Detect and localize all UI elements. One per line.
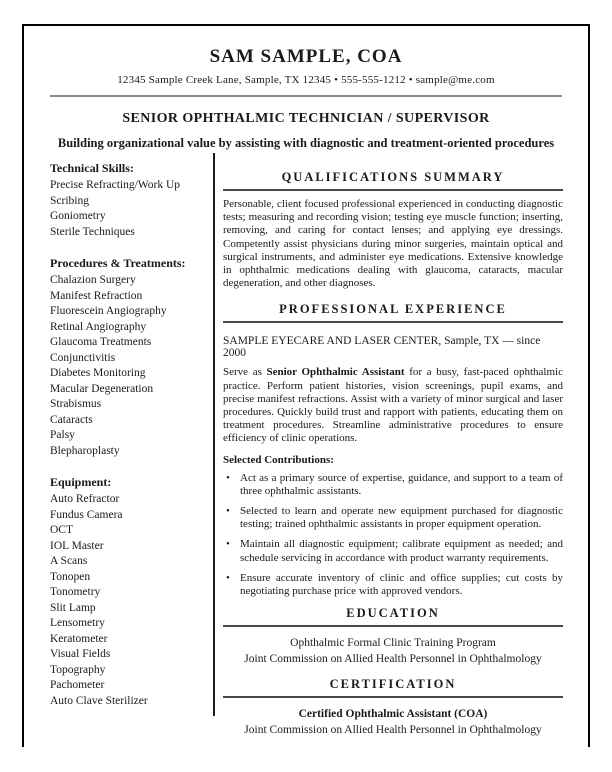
column-divider [213,153,215,716]
sidebar-item: Lensometry [50,617,105,629]
main-column [223,170,563,738]
contributions-heading: Selected Contributions: [223,453,334,466]
sidebar-section-heading: Technical Skills: [50,161,134,175]
qualifications-body: Personable, client focused professional experienced in conducting diagnostic tests; measuring and recording vision; testing eye muscle function; inserting, removing, and caring for contact lenses; and applying eye dressings. Competently assist physicians during minor surgeries, maintain optical and surgical instruments, and administer eye medications. Extensive knowledge in ophthalmic medications dealing with glaucoma, cataracts, macular degeneration, and other diagnoses. [223,198,563,290]
education-lines [223,636,563,667]
qualifications-heading: QUALIFICATIONS SUMMARY [281,170,505,184]
sidebar-section-procedures [50,256,208,459]
sidebar-item: Fluorescein Angiography [50,305,167,317]
employer-line: SAMPLE EYECARE AND LASER CENTER, Sample, TX — since 2000 [223,335,541,360]
equipment-list [50,492,208,709]
section-qualifications [223,170,563,290]
sidebar-item: Sterile Techniques [50,225,135,238]
sidebar-item: Glaucoma Treatments [50,336,152,348]
sidebar-section-heading: Procedures & Treatments: [50,256,186,270]
section-education [223,606,563,667]
sidebar-item: Retinal Angiography [50,320,147,333]
sidebar-item: Goniometry [50,210,106,222]
sidebar-section-heading: Equipment: [50,475,112,489]
certification-org: Joint Commission on Allied Health Personnel in Ophthalmology [244,723,542,736]
education-line: Ophthalmic Formal Clinic Training Program [290,637,496,650]
sidebar-item: Diabetes Monitoring [50,367,146,379]
contribution-bullet: • Ensure accurate inventory of clinic and office supplies; cut costs by negotiating purchase price with approved vendors. [223,572,563,598]
sidebar-item: Macular Degeneration [50,382,154,395]
certification-lines [223,707,563,738]
sidebar-item: Visual Fields [50,648,111,660]
header-rule [50,95,562,97]
page-header [24,26,588,151]
contribution-bullet: • Maintain all diagnostic equipment; calibrate equipment as needed; and schedule servicing in accordance with product warranty requirements. [223,538,563,564]
sidebar-item: A Scans [50,555,88,567]
resume-title: SENIOR OPHTHALMIC TECHNICIAN / SUPERVISOR [122,111,490,126]
section-heading-rule [223,625,563,627]
sidebar-item: Auto Refractor [50,493,120,505]
role-description: for a busy, fast-paced ophthalmic practice. Perform patient histories, vision screenings, pupil exams, and precise manifest refractions. Assist with a variety of minor surgical and laser procedures. Quickly build trust and rapport with patients, educating them on treatment procedures. Streamline administrative procedures to ensure efficiency of clinic operations. [223,366,563,445]
role-title-bold: Senior Ophthalmic Assistant [266,366,405,379]
section-certification [223,677,563,738]
sidebar-item: Strabismus [50,398,102,410]
section-heading-rule [223,189,563,191]
sidebar-section-equipment [50,475,208,709]
sidebar-section-technical-skills [50,161,208,240]
technical-skills-list [50,178,208,240]
certification-name: Certified Ophthalmic Assistant (COA) [298,708,488,721]
sidebar-item: Tonopen [50,570,91,583]
education-line: Joint Commission on Allied Health Personnel in Ophthalmology [244,652,542,665]
contributions-list [223,472,563,599]
sidebar-item: Scribing [50,194,89,207]
person-name: SAM SAMPLE, COA [209,46,403,67]
sidebar-item: Blepharoplasty [50,444,120,457]
sidebar-item: Conjunctivitis [50,351,116,364]
sidebar-item: Pachometer [50,679,105,691]
contribution-bullet: • Act as a primary source of expertise, guidance, and support to a team of three ophthalmic assistants. [223,472,563,498]
sidebar-item: Cataracts [50,413,93,426]
sidebar-item: Palsy [50,429,75,441]
resume-tagline: Building organizational value by assisting with diagnostic and treatment-oriented procedures [57,136,555,150]
role-paragraph [223,366,563,445]
contribution-bullet: • Selected to learn and operate new equipment purchased for diagnostic testing; trained ophthalmic assistants in proper equipment operation. [223,505,563,531]
sidebar-item: Manifest Refraction [50,289,143,302]
sidebar-item: Chalazion Surgery [50,274,136,286]
education-heading: EDUCATION [346,606,440,621]
section-heading-rule [223,696,563,698]
sidebar-item: Auto Clave Sterilizer [50,694,148,707]
sidebar-item: Topography [50,663,106,676]
resume-page [22,24,590,747]
sidebar-item: Slit Lamp [50,601,96,614]
sidebar [50,161,208,709]
role-prefix: Serve as [223,366,267,379]
sidebar-item: Precise Refracting/Work Up [50,179,181,191]
sidebar-item: Keratometer [50,632,108,645]
sidebar-item: Fundus Camera [50,508,123,521]
sidebar-item: IOL Master [50,539,104,552]
sidebar-item: OCT [50,524,73,536]
section-experience [223,302,563,598]
section-heading-rule [223,321,563,323]
contact-line: 12345 Sample Creek Lane, Sample, TX 12345 • 555-555-1212 • sample@me.com [117,74,495,86]
experience-heading: PROFESSIONAL EXPERIENCE [279,302,507,317]
procedures-list [50,273,208,459]
sidebar-item: Tonometry [50,586,101,598]
certification-heading: CERTIFICATION [329,677,457,692]
